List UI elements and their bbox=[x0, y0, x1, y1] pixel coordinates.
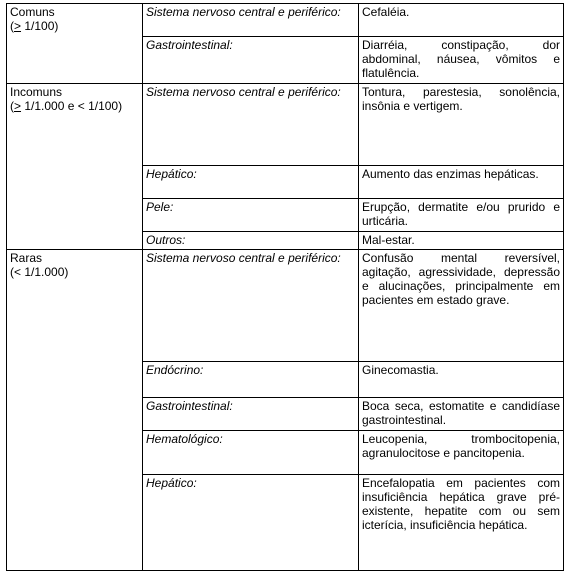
table-row bbox=[7, 84, 564, 166]
effect-cell: Cefaléia. bbox=[359, 4, 564, 37]
adverse-effects-table bbox=[6, 3, 564, 571]
effect-cell: Confusão mental reversível, agitação, agressividade, depressão e alucinações, principalmente em pacientes em estado grave. bbox=[359, 250, 564, 362]
system-cell: Hepático: bbox=[143, 166, 359, 199]
system-cell: Gastrointestinal: bbox=[143, 37, 359, 84]
effect-cell: Ginecomastia. bbox=[359, 362, 564, 398]
frequency-cell-incomuns bbox=[7, 84, 143, 250]
effect-cell: Erupção, dermatite e/ou prurido e urticária. bbox=[359, 199, 564, 232]
frequency-label: Comuns bbox=[10, 5, 55, 19]
system-cell: Outros: bbox=[143, 232, 359, 250]
system-cell: Pele: bbox=[143, 199, 359, 232]
frequency-range: (> 1/100) bbox=[10, 19, 59, 33]
system-cell: Endócrino: bbox=[143, 362, 359, 398]
effect-cell: Encefalopatia em pacientes com insuficiência hepática grave pré-existente, hepatite com ou sem icterícia, insuficiência hepática. bbox=[359, 475, 564, 571]
system-cell: Sistema nervoso central e periférico: bbox=[143, 250, 359, 362]
frequency-label: Raras bbox=[10, 251, 43, 265]
system-cell: Sistema nervoso central e periférico: bbox=[143, 84, 359, 166]
frequency-range: (< 1/1.000) bbox=[10, 265, 69, 279]
effect-cell: Aumento das enzimas hepáticas. bbox=[359, 166, 564, 199]
effect-cell: Tontura, parestesia, sonolência, insônia e vertigem. bbox=[359, 84, 564, 166]
system-cell: Hematológico: bbox=[143, 431, 359, 475]
effect-cell: Leucopenia, trombocitopenia, agranulocitose e pancitopenia. bbox=[359, 431, 564, 475]
table-row bbox=[7, 4, 564, 37]
frequency-range: (> 1/1.000 e < 1/100) bbox=[10, 99, 123, 113]
system-cell: Hepático: bbox=[143, 475, 359, 571]
table-row bbox=[7, 250, 564, 362]
frequency-label: Incomuns bbox=[10, 85, 63, 99]
system-cell: Gastrointestinal: bbox=[143, 398, 359, 431]
frequency-cell-comuns bbox=[7, 4, 143, 84]
effect-cell: Diarréia, constipação, dor abdominal, náusea, vômitos e flatulência. bbox=[359, 37, 564, 84]
effect-cell: Boca seca, estomatite e candidíase gastrointestinal. bbox=[359, 398, 564, 431]
effect-cell: Mal-estar. bbox=[359, 232, 564, 250]
frequency-cell-raras bbox=[7, 250, 143, 571]
system-cell: Sistema nervoso central e periférico: bbox=[143, 4, 359, 37]
